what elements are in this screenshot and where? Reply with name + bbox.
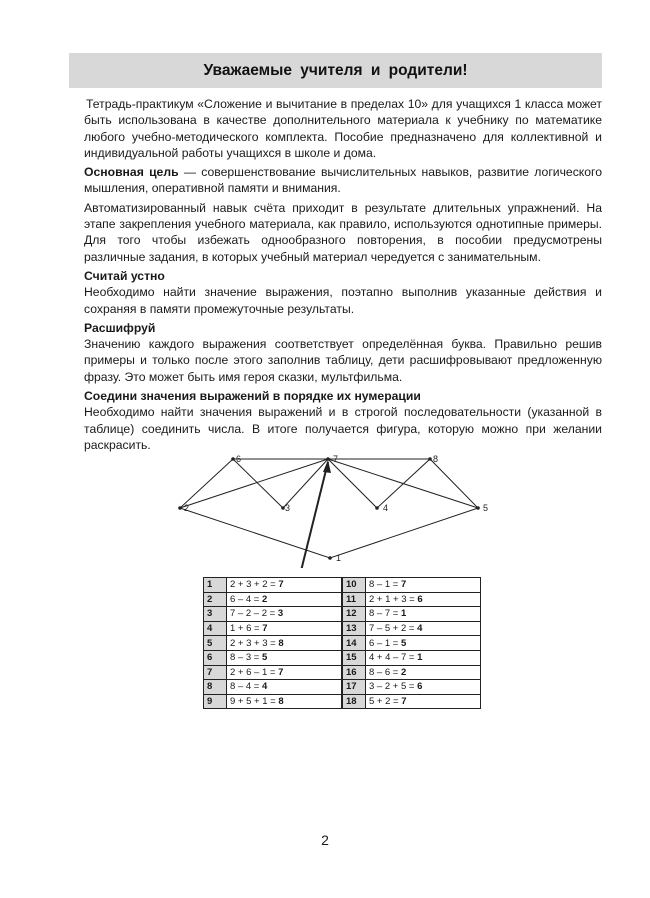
- intro-paragraph: Тетрадь-практикум «Сложение и вычитание в пределах 10» для учащихся 1 класса может быть использована в качестве дополнительного материала к учебнику по математике любого учебно-методического комплекта. Пособие предназначено для коллективной и индивидуальной работы учащихся в школе и дома.: [84, 97, 602, 160]
- table-row: [343, 650, 481, 665]
- expression-cell: [366, 578, 481, 593]
- expression-cell: [227, 636, 342, 651]
- expression-answer: 1: [400, 608, 407, 620]
- expression-text: 2 + 6 – 1 =: [230, 666, 279, 678]
- expression-answer: 2: [400, 666, 407, 678]
- page-number: 2: [321, 832, 329, 848]
- expression-answer: 7: [262, 623, 268, 635]
- row-number: 10: [343, 578, 366, 593]
- table-row: [343, 621, 481, 636]
- section-heading: Расшифруй: [84, 320, 156, 335]
- table-row: [204, 650, 342, 665]
- table-row: [343, 680, 481, 695]
- goal-text: — совершенствование вычислительных навыков, развитие логического мышления, оперативной памяти и внимания.: [84, 165, 602, 196]
- row-number: 17: [343, 680, 366, 695]
- expression-cell: [366, 665, 481, 680]
- dot-diagram: [170, 448, 500, 568]
- point-marker: [328, 556, 332, 560]
- page-title-text: Уважаемые учителя и родители!: [203, 61, 468, 79]
- table-row: [204, 592, 342, 607]
- expression-cell: [366, 621, 481, 636]
- section-heading: Считай устно: [84, 268, 165, 283]
- row-number: 18: [343, 694, 366, 709]
- expression-answer: 2: [261, 593, 268, 605]
- expression-cell: [227, 694, 342, 709]
- expression-text: 8 – 4 =: [230, 681, 262, 693]
- expression-text: 3 – 2 + 5 =: [369, 681, 418, 693]
- point-label: 5: [483, 503, 489, 513]
- expression-text: 1 + 6 =: [230, 623, 263, 635]
- table-row: [204, 694, 342, 709]
- expressions-table-left: [203, 577, 342, 709]
- table-row: [343, 636, 481, 651]
- expression-text: 9 + 5 + 1 =: [230, 696, 279, 708]
- row-number: 12: [343, 607, 366, 622]
- expression-answer: 3: [277, 608, 284, 620]
- expression-answer: 5: [261, 652, 268, 664]
- expression-text: 6 – 4 =: [230, 593, 262, 605]
- point-label: 4: [383, 503, 389, 513]
- point-marker: [231, 457, 235, 461]
- expression-cell: [366, 636, 481, 651]
- expression-text: 2 + 1 + 3 =: [369, 593, 418, 605]
- expression-cell: [227, 592, 342, 607]
- table-row: [343, 607, 481, 622]
- point-marker: [476, 506, 480, 510]
- row-number: 16: [343, 665, 366, 680]
- expression-cell: [227, 578, 342, 593]
- row-number: 13: [343, 621, 366, 636]
- expression-answer: 7: [278, 579, 284, 591]
- expression-answer: 8: [278, 637, 284, 649]
- row-number: 7: [204, 665, 227, 680]
- expression-text: 6 – 1 =: [369, 637, 401, 649]
- expression-text: 7 – 2 – 2 =: [230, 608, 278, 620]
- row-number: 2: [204, 592, 227, 607]
- expression-cell: [366, 592, 481, 607]
- table-row: [343, 665, 481, 680]
- table-row: [343, 592, 481, 607]
- expression-cell: [366, 607, 481, 622]
- row-number: 4: [204, 621, 227, 636]
- expression-answer: 4: [417, 623, 423, 635]
- section-text: Значению каждого выражения соответствует определённая буква. Правильно решив примеры и только после этого заполнив таблицу, дети расшифровывают предложенную фразу. Это может быть имя героя сказки, мультфильма.: [84, 337, 602, 384]
- expression-cell: [227, 680, 342, 695]
- expression-cell: [366, 680, 481, 695]
- content: [84, 96, 602, 456]
- section-text: Необходимо найти значения выражений и в строгой последовательности (указанной в таблице) соединить числа. В итоге получается фигура, которую можно при желании раскрасить.: [84, 405, 602, 452]
- expression-text: 5 + 2 =: [369, 696, 402, 708]
- point-marker: [428, 457, 432, 461]
- expression-text: 2 + 3 + 2 =: [230, 579, 279, 591]
- expression-answer: 7: [400, 579, 407, 591]
- page-title: [69, 53, 602, 88]
- expression-text: 8 – 3 =: [230, 652, 262, 664]
- expression-cell: [227, 665, 342, 680]
- expression-answer: 1: [417, 652, 423, 664]
- row-number: 6: [204, 650, 227, 665]
- row-number: 3: [204, 607, 227, 622]
- expression-cell: [366, 694, 481, 709]
- expression-answer: 5: [400, 637, 407, 649]
- point-marker: [326, 457, 330, 461]
- section-text: Необходимо найти значение выражения, поэтапно выполнив указанные действия и сохраняя в памяти промежуточные результаты.: [84, 285, 602, 316]
- goal-paragraph: [84, 164, 602, 197]
- expression-cell: [366, 650, 481, 665]
- row-number: 1: [204, 578, 227, 593]
- expression-answer: 6: [417, 681, 423, 693]
- expression-text: 7 – 5 + 2 =: [369, 623, 418, 635]
- expression-answer: 7: [278, 666, 284, 678]
- goal-label: Основная цель: [84, 165, 179, 180]
- point-label: 1: [336, 553, 342, 563]
- point-label: 6: [236, 454, 242, 464]
- table-row: [204, 621, 342, 636]
- expression-cell: [227, 650, 342, 665]
- expression-text: 8 – 1 =: [369, 579, 401, 591]
- table-row: [204, 607, 342, 622]
- row-number: 9: [204, 694, 227, 709]
- expression-text: 4 + 4 – 7 =: [369, 652, 418, 664]
- table-row: [204, 578, 342, 593]
- point-marker: [178, 506, 182, 510]
- figure-line: [328, 459, 478, 508]
- row-number: 5: [204, 636, 227, 651]
- expression-answer: 6: [417, 593, 423, 605]
- table-row: [204, 665, 342, 680]
- point-label: 3: [285, 503, 291, 513]
- expression-text: 2 + 3 + 3 =: [230, 637, 279, 649]
- automation-paragraph: Автоматизированный навык счёта приходит в результате длительных упражнений. На этапе закрепления учебного материала, как правило, используются однотипные примеры. Для того чтобы избежать однообразного повторения, в пособии предусмотрены различные задания, в которых учебный материал чередуется с занимательным.: [84, 200, 602, 264]
- expression-text: 8 – 6 =: [369, 666, 401, 678]
- section-heading: Соедини значения выражений в порядке их нумерации: [84, 389, 421, 404]
- expression-cell: [227, 607, 342, 622]
- table-row: [204, 636, 342, 651]
- expression-answer: 7: [401, 696, 407, 708]
- point-label: 2: [184, 503, 190, 513]
- figure-line: [180, 459, 478, 558]
- point-label: 8: [433, 454, 439, 464]
- expression-answer: 4: [261, 681, 268, 693]
- row-number: 14: [343, 636, 366, 651]
- row-number: 15: [343, 650, 366, 665]
- expression-cell: [227, 621, 342, 636]
- expressions-table-right: [342, 577, 481, 709]
- row-number: 8: [204, 680, 227, 695]
- table-row: [204, 680, 342, 695]
- table-row: [343, 694, 481, 709]
- row-number: 11: [343, 592, 366, 607]
- point-label: 7: [333, 454, 339, 464]
- expression-answer: 8: [278, 696, 284, 708]
- expression-text: 8 – 7 =: [369, 608, 401, 620]
- point-marker: [375, 506, 379, 510]
- table-row: [343, 578, 481, 593]
